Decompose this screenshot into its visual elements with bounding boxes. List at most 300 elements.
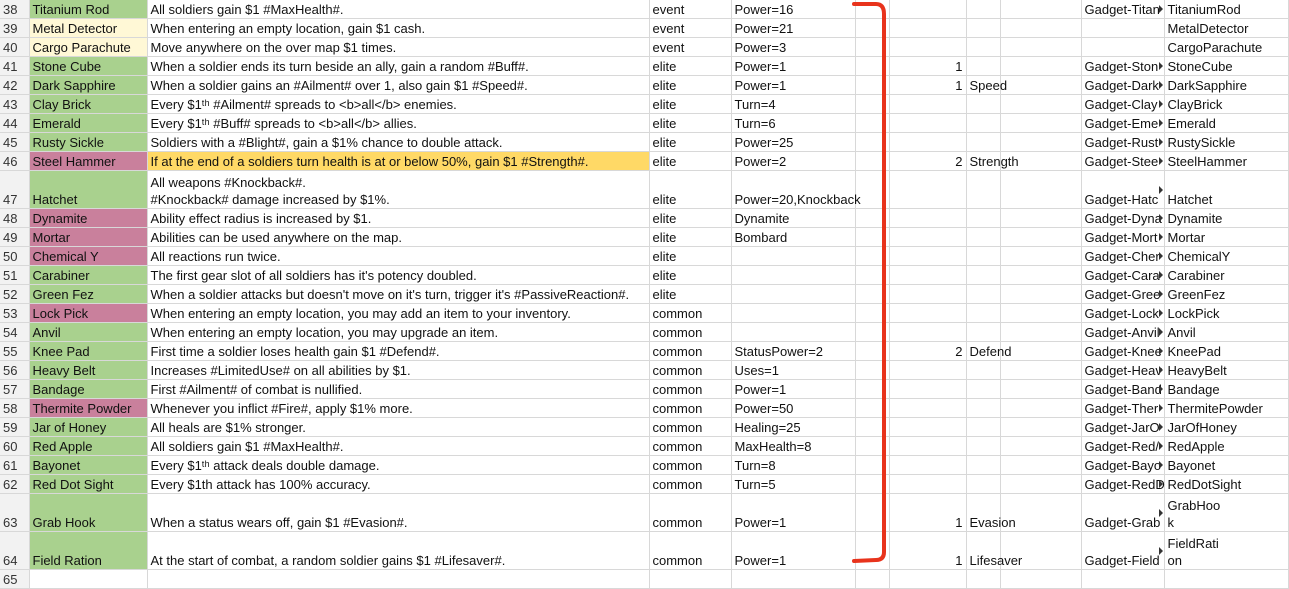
cell-empty[interactable]: [1000, 247, 1081, 266]
cell-name[interactable]: Hatchet: [29, 171, 147, 209]
cell-empty[interactable]: [1000, 475, 1081, 494]
cell-params[interactable]: [731, 570, 855, 589]
row-header[interactable]: 50: [0, 247, 29, 266]
cell-id[interactable]: LockPick: [1164, 304, 1288, 323]
cell-empty[interactable]: [855, 95, 889, 114]
cell-empty[interactable]: [855, 456, 889, 475]
cell-gadget[interactable]: [1081, 399, 1164, 418]
cell-gadget[interactable]: [1081, 437, 1164, 456]
cell-stat[interactable]: [966, 285, 1000, 304]
cell-name[interactable]: Chemical Y: [29, 247, 147, 266]
cell-id[interactable]: KneePad: [1164, 342, 1288, 361]
cell-params[interactable]: Turn=8: [731, 456, 855, 475]
table-row[interactable]: [0, 133, 1288, 152]
cell-description[interactable]: First #Ailment# of combat is nullified.: [147, 380, 649, 399]
cell-params[interactable]: Power=1: [731, 380, 855, 399]
cell-params[interactable]: Power=50: [731, 399, 855, 418]
cell-empty[interactable]: [1000, 0, 1081, 19]
cell-id[interactable]: RedApple: [1164, 437, 1288, 456]
cell-gadget[interactable]: [1081, 133, 1164, 152]
cell-id[interactable]: ThermitePowder: [1164, 399, 1288, 418]
row-header[interactable]: 42: [0, 76, 29, 95]
cell-empty[interactable]: [855, 304, 889, 323]
cell-empty[interactable]: [1000, 342, 1081, 361]
cell-type[interactable]: common: [649, 475, 731, 494]
cell-empty[interactable]: [855, 57, 889, 76]
table-row[interactable]: [0, 570, 1288, 589]
cell-description[interactable]: Every $1ᵗʰ #Ailment# spreads to <b>all</b> enemies.: [147, 95, 649, 114]
cell-gadget[interactable]: [1081, 494, 1164, 532]
cell-stat[interactable]: [966, 380, 1000, 399]
cell-stat[interactable]: [966, 0, 1000, 19]
cell-params[interactable]: StatusPower=2: [731, 342, 855, 361]
cell-id[interactable]: StoneCube: [1164, 57, 1288, 76]
cell-id[interactable]: ClayBrick: [1164, 95, 1288, 114]
cell-description[interactable]: Every $1ᵗʰ #Buff# spreads to <b>all</b> allies.: [147, 114, 649, 133]
cell-description[interactable]: Move anywhere on the over map $1 times.: [147, 38, 649, 57]
cell-stat[interactable]: [966, 209, 1000, 228]
cell-stat[interactable]: Strength: [966, 152, 1000, 171]
cell-empty[interactable]: [855, 323, 889, 342]
cell-value[interactable]: [889, 266, 966, 285]
cell-stat[interactable]: [966, 399, 1000, 418]
row-header[interactable]: 47: [0, 171, 29, 209]
cell-type[interactable]: elite: [649, 266, 731, 285]
cell-empty[interactable]: [855, 209, 889, 228]
cell-empty[interactable]: [855, 266, 889, 285]
table-row[interactable]: [0, 266, 1288, 285]
cell-gadget[interactable]: [1081, 532, 1164, 570]
cell-empty[interactable]: [1000, 57, 1081, 76]
cell-name[interactable]: Steel Hammer: [29, 152, 147, 171]
table-row[interactable]: [0, 342, 1288, 361]
cell-empty[interactable]: [1000, 38, 1081, 57]
cell-id[interactable]: Hatchet: [1164, 171, 1288, 209]
cell-id[interactable]: RustySickle: [1164, 133, 1288, 152]
cell-gadget[interactable]: [1081, 323, 1164, 342]
cell-empty[interactable]: [855, 532, 889, 570]
cell-type[interactable]: event: [649, 19, 731, 38]
row-header[interactable]: 63: [0, 494, 29, 532]
cell-empty[interactable]: [855, 247, 889, 266]
cell-empty[interactable]: [1000, 76, 1081, 95]
cell-description[interactable]: [147, 171, 649, 209]
row-header[interactable]: 51: [0, 266, 29, 285]
cell-stat[interactable]: [966, 228, 1000, 247]
cell-id[interactable]: Anvil: [1164, 323, 1288, 342]
cell-description[interactable]: When a soldier attacks but doesn't move on it's turn, trigger it's #PassiveReaction#.: [147, 285, 649, 304]
cell-params[interactable]: [731, 247, 855, 266]
cell-gadget[interactable]: [1081, 475, 1164, 494]
table-row[interactable]: [0, 399, 1288, 418]
cell-empty[interactable]: [1000, 19, 1081, 38]
table-row[interactable]: [0, 19, 1288, 38]
cell-type[interactable]: common: [649, 304, 731, 323]
cell-gadget[interactable]: [1081, 456, 1164, 475]
cell-value[interactable]: [889, 570, 966, 589]
cell-stat[interactable]: Lifesaver: [966, 532, 1000, 570]
cell-type[interactable]: event: [649, 38, 731, 57]
cell-value[interactable]: [889, 285, 966, 304]
cell-stat[interactable]: [966, 19, 1000, 38]
cell-stat[interactable]: [966, 304, 1000, 323]
cell-name[interactable]: Stone Cube: [29, 57, 147, 76]
row-header[interactable]: 62: [0, 475, 29, 494]
cell-params[interactable]: Turn=4: [731, 95, 855, 114]
cell-params[interactable]: Turn=6: [731, 114, 855, 133]
cell-stat[interactable]: [966, 95, 1000, 114]
table-row[interactable]: [0, 0, 1288, 19]
cell-id[interactable]: Bandage: [1164, 380, 1288, 399]
cell-gadget[interactable]: [1081, 0, 1164, 19]
cell-empty[interactable]: [855, 418, 889, 437]
cell-type[interactable]: elite: [649, 247, 731, 266]
cell-value[interactable]: [889, 133, 966, 152]
cell-description[interactable]: All reactions run twice.: [147, 247, 649, 266]
cell-params[interactable]: Power=1: [731, 532, 855, 570]
cell-name[interactable]: Field Ration: [29, 532, 147, 570]
table-row[interactable]: [0, 57, 1288, 76]
cell-gadget[interactable]: [1081, 361, 1164, 380]
cell-params[interactable]: Turn=5: [731, 475, 855, 494]
cell-empty[interactable]: [1000, 570, 1081, 589]
cell-gadget[interactable]: [1081, 114, 1164, 133]
table-row[interactable]: [0, 532, 1288, 570]
cell-type[interactable]: elite: [649, 171, 731, 209]
cell-type[interactable]: elite: [649, 209, 731, 228]
cell-name[interactable]: Jar of Honey: [29, 418, 147, 437]
cell-type[interactable]: common: [649, 380, 731, 399]
cell-value[interactable]: [889, 228, 966, 247]
cell-description[interactable]: When a soldier gains an #Ailment# over 1, also gain $1 #Speed#.: [147, 76, 649, 95]
cell-gadget[interactable]: [1081, 266, 1164, 285]
cell-empty[interactable]: [855, 152, 889, 171]
row-header[interactable]: 40: [0, 38, 29, 57]
cell-type[interactable]: elite: [649, 57, 731, 76]
cell-gadget[interactable]: [1081, 342, 1164, 361]
row-header[interactable]: 65: [0, 570, 29, 589]
row-header[interactable]: 49: [0, 228, 29, 247]
cell-type[interactable]: common: [649, 399, 731, 418]
table-row[interactable]: [0, 152, 1288, 171]
row-header[interactable]: 60: [0, 437, 29, 456]
cell-empty[interactable]: [1000, 285, 1081, 304]
cell-name[interactable]: Carabiner: [29, 266, 147, 285]
cell-params[interactable]: [731, 285, 855, 304]
table-row[interactable]: [0, 304, 1288, 323]
table-row[interactable]: [0, 285, 1288, 304]
cell-id[interactable]: GreenFez: [1164, 285, 1288, 304]
cell-gadget[interactable]: [1081, 171, 1164, 209]
cell-value[interactable]: [889, 380, 966, 399]
cell-stat[interactable]: [966, 171, 1000, 209]
table-row[interactable]: [0, 209, 1288, 228]
cell-stat[interactable]: [966, 570, 1000, 589]
cell-params[interactable]: Power=21: [731, 19, 855, 38]
cell-name[interactable]: Mortar: [29, 228, 147, 247]
cell-value[interactable]: [889, 247, 966, 266]
cell-name[interactable]: [29, 570, 147, 589]
cell-gadget[interactable]: [1081, 95, 1164, 114]
cell-description[interactable]: When a status wears off, gain $1 #Evasion#.: [147, 494, 649, 532]
table-row[interactable]: [0, 323, 1288, 342]
cell-params[interactable]: Power=2: [731, 152, 855, 171]
cell-empty[interactable]: [1000, 133, 1081, 152]
row-header[interactable]: 56: [0, 361, 29, 380]
cell-name[interactable]: Grab Hook: [29, 494, 147, 532]
cell-type[interactable]: event: [649, 0, 731, 19]
cell-type[interactable]: elite: [649, 114, 731, 133]
cell-empty[interactable]: [1000, 437, 1081, 456]
cell-empty[interactable]: [855, 19, 889, 38]
table-row[interactable]: [0, 361, 1288, 380]
cell-empty[interactable]: [1000, 361, 1081, 380]
cell-description[interactable]: Whenever you inflict #Fire#, apply $1% more.: [147, 399, 649, 418]
cell-name[interactable]: Emerald: [29, 114, 147, 133]
cell-description[interactable]: When entering an empty location, you may add an item to your inventory.: [147, 304, 649, 323]
cell-id[interactable]: CargoParachute: [1164, 38, 1288, 57]
cell-name[interactable]: Bandage: [29, 380, 147, 399]
cell-params[interactable]: Uses=1: [731, 361, 855, 380]
cell-params[interactable]: Power=20,Knockback: [731, 171, 855, 209]
table-row[interactable]: [0, 380, 1288, 399]
cell-value[interactable]: [889, 95, 966, 114]
cell-empty[interactable]: [1000, 304, 1081, 323]
cell-empty[interactable]: [855, 114, 889, 133]
cell-empty[interactable]: [1000, 418, 1081, 437]
row-header[interactable]: 43: [0, 95, 29, 114]
cell-empty[interactable]: [855, 380, 889, 399]
cell-empty[interactable]: [855, 0, 889, 19]
row-header[interactable]: 46: [0, 152, 29, 171]
cell-id[interactable]: Dynamite: [1164, 209, 1288, 228]
row-header[interactable]: 57: [0, 380, 29, 399]
cell-gadget[interactable]: [1081, 304, 1164, 323]
row-header[interactable]: 48: [0, 209, 29, 228]
cell-id[interactable]: SteelHammer: [1164, 152, 1288, 171]
row-header[interactable]: 45: [0, 133, 29, 152]
cell-params[interactable]: [731, 323, 855, 342]
cell-gadget[interactable]: [1081, 152, 1164, 171]
cell-description[interactable]: When entering an empty location, gain $1 cash.: [147, 19, 649, 38]
row-header[interactable]: 54: [0, 323, 29, 342]
cell-params[interactable]: Power=16: [731, 0, 855, 19]
cell-empty[interactable]: [855, 475, 889, 494]
cell-description[interactable]: The first gear slot of all soldiers has it's potency doubled.: [147, 266, 649, 285]
cell-value[interactable]: [889, 456, 966, 475]
cell-id[interactable]: HeavyBelt: [1164, 361, 1288, 380]
cell-id[interactable]: TitaniumRod: [1164, 0, 1288, 19]
cell-params[interactable]: Power=25: [731, 133, 855, 152]
cell-description[interactable]: Ability effect radius is increased by $1.: [147, 209, 649, 228]
cell-gadget[interactable]: [1081, 209, 1164, 228]
cell-type[interactable]: common: [649, 437, 731, 456]
cell-empty[interactable]: [1000, 380, 1081, 399]
cell-value[interactable]: [889, 19, 966, 38]
cell-gadget[interactable]: [1081, 285, 1164, 304]
cell-params[interactable]: Power=1: [731, 57, 855, 76]
cell-id[interactable]: Bayonet: [1164, 456, 1288, 475]
cell-empty[interactable]: [1000, 323, 1081, 342]
cell-type[interactable]: elite: [649, 76, 731, 95]
cell-empty[interactable]: [855, 494, 889, 532]
cell-empty[interactable]: [855, 437, 889, 456]
table-row[interactable]: [0, 418, 1288, 437]
table-row[interactable]: [0, 76, 1288, 95]
cell-value[interactable]: [889, 0, 966, 19]
cell-name[interactable]: Heavy Belt: [29, 361, 147, 380]
cell-description[interactable]: When entering an empty location, you may upgrade an item.: [147, 323, 649, 342]
cell-stat[interactable]: [966, 437, 1000, 456]
row-header[interactable]: 58: [0, 399, 29, 418]
cell-value[interactable]: 2: [889, 152, 966, 171]
cell-type[interactable]: elite: [649, 228, 731, 247]
cell-stat[interactable]: [966, 133, 1000, 152]
cell-description[interactable]: Soldiers with a #Blight#, gain a $1% chance to double attack.: [147, 133, 649, 152]
cell-gadget[interactable]: [1081, 380, 1164, 399]
cell-description[interactable]: Every $1th attack has 100% accuracy.: [147, 475, 649, 494]
cell-value[interactable]: [889, 475, 966, 494]
cell-value[interactable]: 2: [889, 342, 966, 361]
cell-empty[interactable]: [1000, 95, 1081, 114]
cell-description[interactable]: If at the end of a soldiers turn health is at or below 50%, gain $1 #Strength#.: [147, 152, 649, 171]
cell-name[interactable]: Green Fez: [29, 285, 147, 304]
cell-description[interactable]: All heals are $1% stronger.: [147, 418, 649, 437]
cell-value[interactable]: [889, 38, 966, 57]
cell-empty[interactable]: [855, 342, 889, 361]
cell-stat[interactable]: [966, 418, 1000, 437]
cell-name[interactable]: Bayonet: [29, 456, 147, 475]
cell-type[interactable]: common: [649, 532, 731, 570]
cell-name[interactable]: Thermite Powder: [29, 399, 147, 418]
cell-value[interactable]: 1: [889, 532, 966, 570]
cell-id[interactable]: MetalDetector: [1164, 19, 1288, 38]
cell-gadget[interactable]: [1081, 19, 1164, 38]
cell-empty[interactable]: [855, 38, 889, 57]
cell-gadget[interactable]: [1081, 38, 1164, 57]
cell-id[interactable]: Carabiner: [1164, 266, 1288, 285]
row-header[interactable]: 55: [0, 342, 29, 361]
table-row[interactable]: [0, 171, 1288, 209]
cell-id[interactable]: [1164, 494, 1288, 532]
cell-empty[interactable]: [855, 285, 889, 304]
table-row[interactable]: [0, 494, 1288, 532]
cell-id[interactable]: RedDotSight: [1164, 475, 1288, 494]
cell-name[interactable]: Clay Brick: [29, 95, 147, 114]
cell-gadget[interactable]: [1081, 570, 1164, 589]
cell-stat[interactable]: [966, 114, 1000, 133]
cell-id[interactable]: [1164, 570, 1288, 589]
cell-name[interactable]: Metal Detector: [29, 19, 147, 38]
table-row[interactable]: [0, 456, 1288, 475]
cell-value[interactable]: [889, 209, 966, 228]
cell-stat[interactable]: [966, 456, 1000, 475]
row-header[interactable]: 61: [0, 456, 29, 475]
cell-gadget[interactable]: [1081, 76, 1164, 95]
cell-empty[interactable]: [1000, 228, 1081, 247]
cell-params[interactable]: MaxHealth=8: [731, 437, 855, 456]
cell-params[interactable]: Bombard: [731, 228, 855, 247]
cell-stat[interactable]: [966, 266, 1000, 285]
cell-type[interactable]: common: [649, 342, 731, 361]
cell-empty[interactable]: [1000, 209, 1081, 228]
cell-type[interactable]: elite: [649, 95, 731, 114]
cell-value[interactable]: 1: [889, 76, 966, 95]
row-header[interactable]: 38: [0, 0, 29, 19]
cell-gadget[interactable]: [1081, 228, 1164, 247]
cell-empty[interactable]: [1000, 399, 1081, 418]
cell-stat[interactable]: [966, 247, 1000, 266]
cell-empty[interactable]: [855, 228, 889, 247]
table-row[interactable]: [0, 475, 1288, 494]
cell-empty[interactable]: [1000, 266, 1081, 285]
cell-name[interactable]: Red Apple: [29, 437, 147, 456]
cell-stat[interactable]: Defend: [966, 342, 1000, 361]
cell-type[interactable]: elite: [649, 285, 731, 304]
cell-type[interactable]: common: [649, 456, 731, 475]
cell-id[interactable]: Emerald: [1164, 114, 1288, 133]
cell-type[interactable]: common: [649, 418, 731, 437]
cell-type[interactable]: common: [649, 494, 731, 532]
cell-empty[interactable]: [1000, 114, 1081, 133]
cell-gadget[interactable]: [1081, 57, 1164, 76]
cell-empty[interactable]: [855, 399, 889, 418]
row-header[interactable]: 44: [0, 114, 29, 133]
cell-description[interactable]: When a soldier ends its turn beside an ally, gain a random #Buff#.: [147, 57, 649, 76]
cell-stat[interactable]: [966, 361, 1000, 380]
cell-name[interactable]: Cargo Parachute: [29, 38, 147, 57]
cell-type[interactable]: elite: [649, 152, 731, 171]
cell-name[interactable]: Dynamite: [29, 209, 147, 228]
cell-type[interactable]: elite: [649, 133, 731, 152]
row-header[interactable]: 53: [0, 304, 29, 323]
table-row[interactable]: [0, 38, 1288, 57]
cell-params[interactable]: [731, 266, 855, 285]
row-header[interactable]: 39: [0, 19, 29, 38]
table-row[interactable]: [0, 114, 1288, 133]
row-header[interactable]: 52: [0, 285, 29, 304]
table-row[interactable]: [0, 95, 1288, 114]
cell-id[interactable]: Mortar: [1164, 228, 1288, 247]
cell-description[interactable]: All soldiers gain $1 #MaxHealth#.: [147, 437, 649, 456]
cell-stat[interactable]: [966, 323, 1000, 342]
cell-description[interactable]: At the start of combat, a random soldier gains $1 #Lifesaver#.: [147, 532, 649, 570]
cell-params[interactable]: Dynamite: [731, 209, 855, 228]
cell-empty[interactable]: [1000, 171, 1081, 209]
cell-gadget[interactable]: [1081, 418, 1164, 437]
table-row[interactable]: [0, 228, 1288, 247]
cell-stat[interactable]: Speed: [966, 76, 1000, 95]
cell-value[interactable]: [889, 304, 966, 323]
cell-name[interactable]: Red Dot Sight: [29, 475, 147, 494]
cell-id[interactable]: [1164, 532, 1288, 570]
cell-stat[interactable]: [966, 475, 1000, 494]
cell-description[interactable]: Abilities can be used anywhere on the map.: [147, 228, 649, 247]
cell-empty[interactable]: [855, 361, 889, 380]
cell-name[interactable]: Knee Pad: [29, 342, 147, 361]
cell-type[interactable]: [649, 570, 731, 589]
table-row[interactable]: [0, 247, 1288, 266]
cell-value[interactable]: [889, 418, 966, 437]
cell-params[interactable]: Power=1: [731, 494, 855, 532]
cell-value[interactable]: 1: [889, 57, 966, 76]
cell-description[interactable]: Every $1ᵗʰ attack deals double damage.: [147, 456, 649, 475]
cell-description[interactable]: First time a soldier loses health gain $1 #Defend#.: [147, 342, 649, 361]
cell-id[interactable]: JarOfHoney: [1164, 418, 1288, 437]
row-header[interactable]: 41: [0, 57, 29, 76]
cell-stat[interactable]: [966, 57, 1000, 76]
cell-description[interactable]: Increases #LimitedUse# on all abilities by $1.: [147, 361, 649, 380]
